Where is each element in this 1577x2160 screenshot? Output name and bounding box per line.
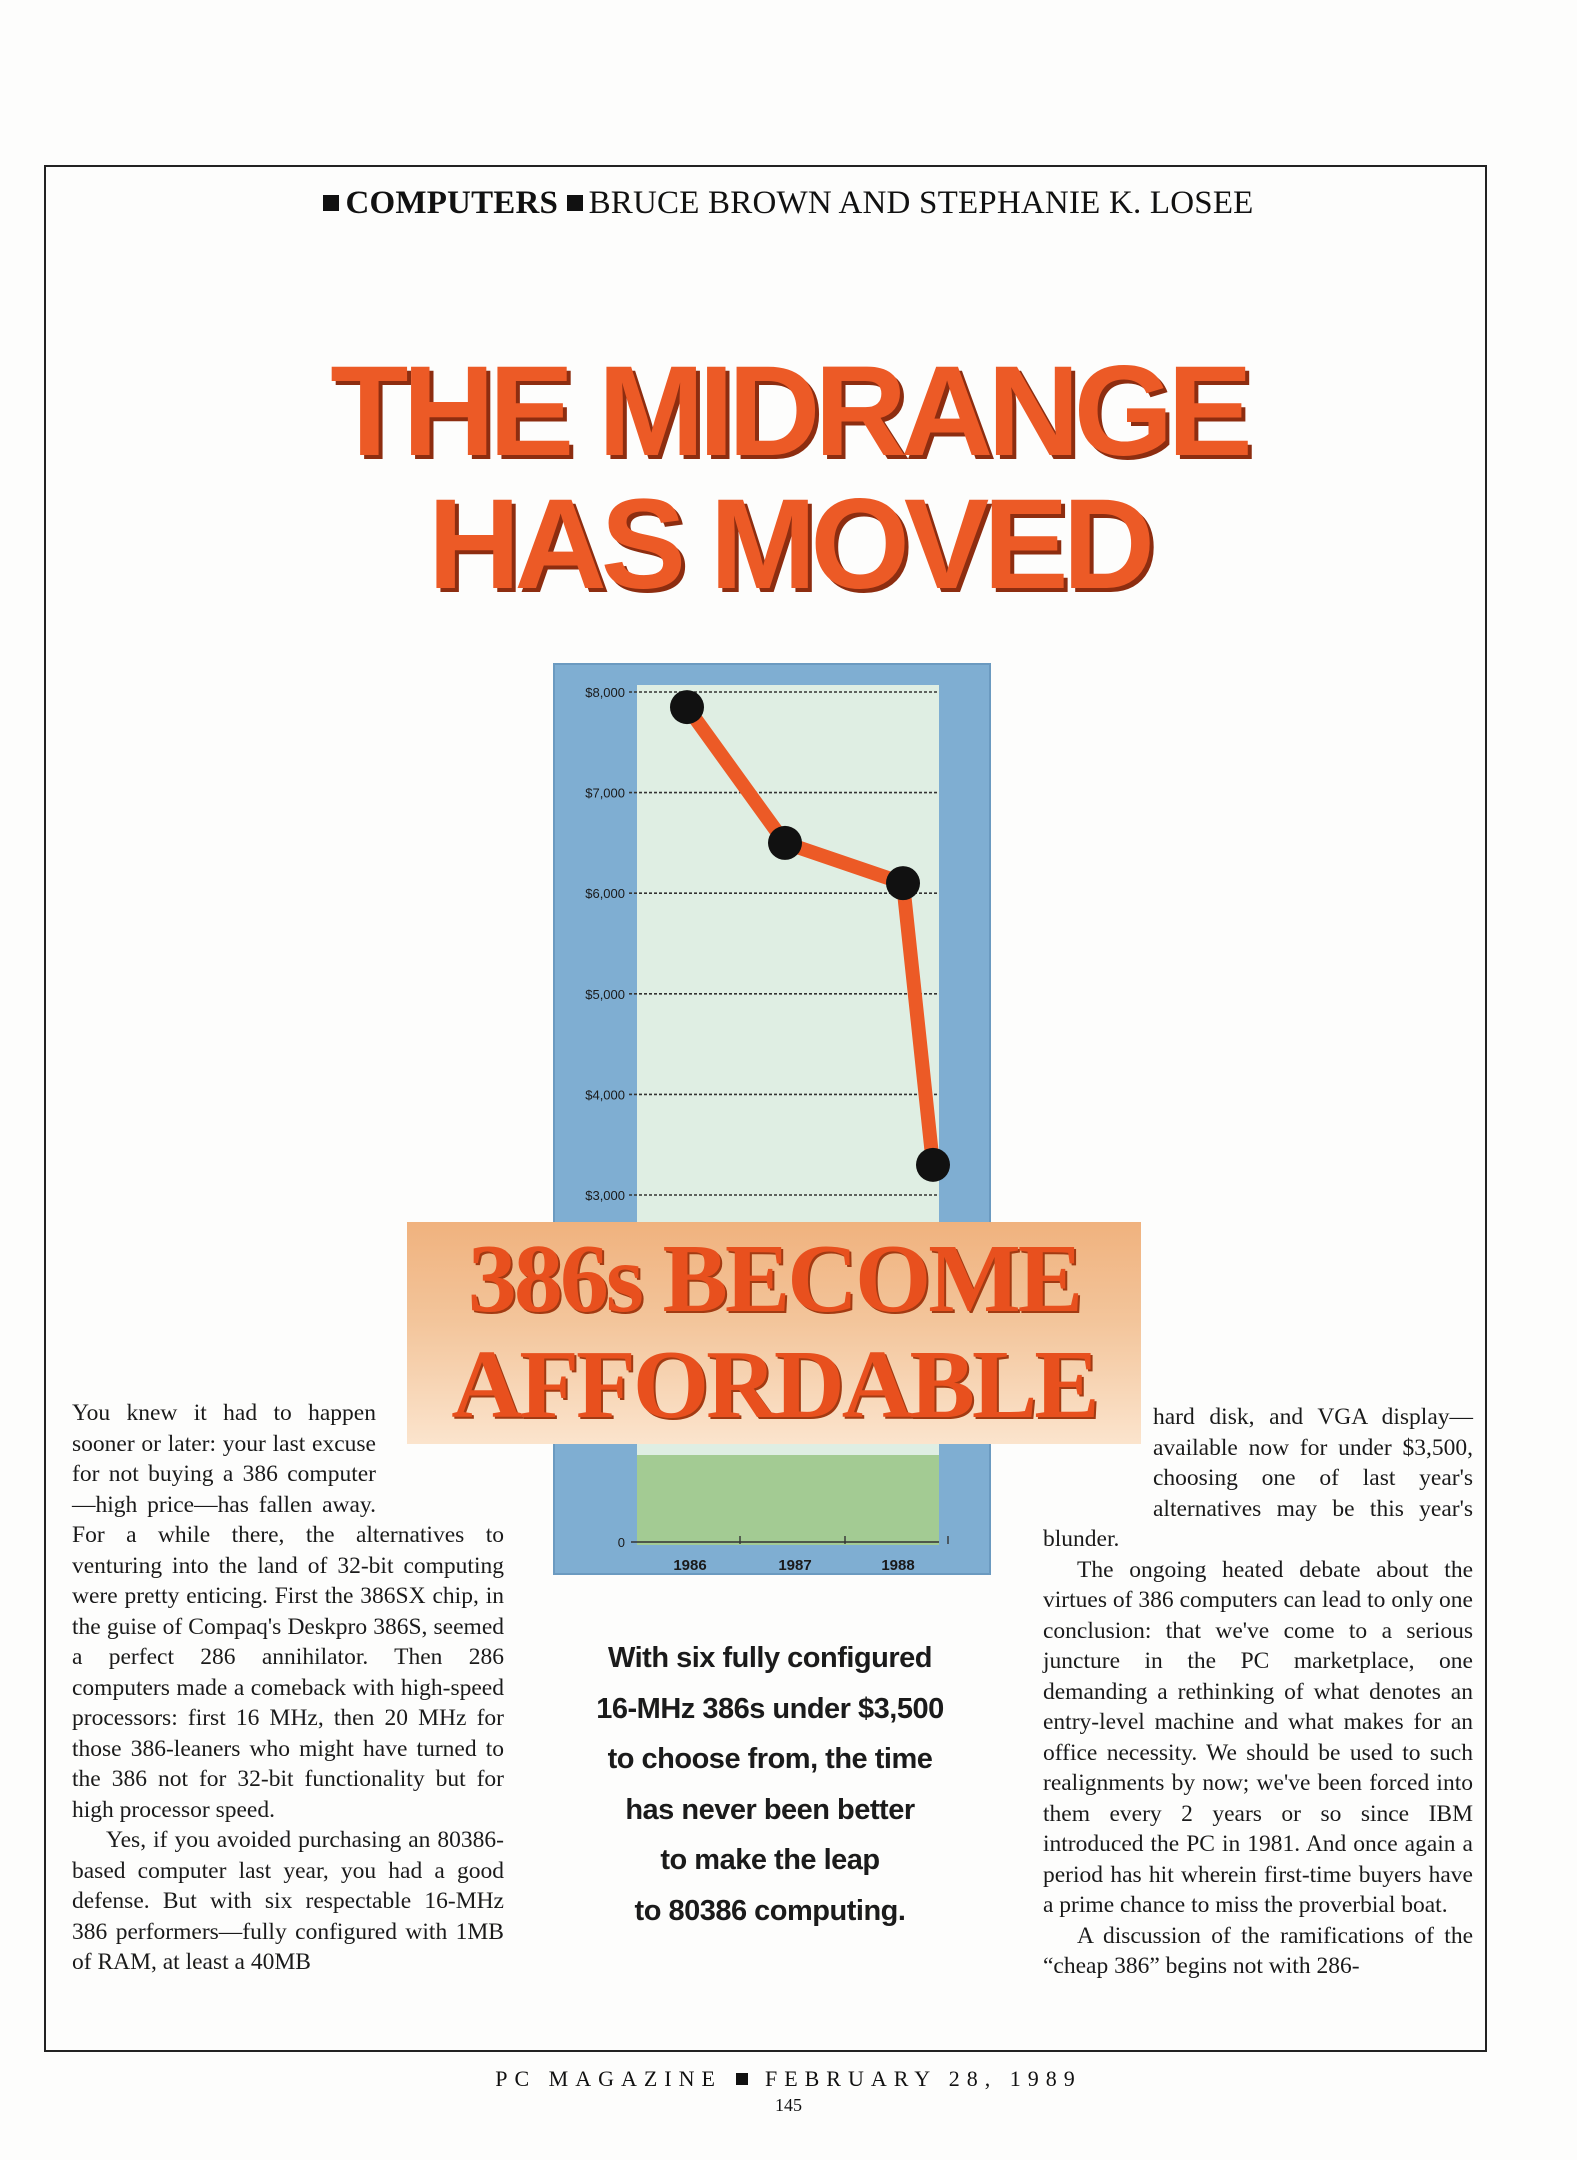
body-paragraph: A discussion of the ramifications of the “cheap 386” begins not with 286- [1043,1922,1473,1979]
bullet-square-icon [323,195,339,211]
x-tick-label: 1986 [673,1557,707,1574]
bullet-square-icon [736,2073,748,2085]
pull-quote-line: to make the leap [660,1844,880,1876]
body-paragraph: Yes, if you avoided purchasing an 80386-based computer last year, you had a good defense. But with six respectable 16-MHz 386 performers—fully configured with 1MB of RAM, at least a 40MB [72,1827,504,1975]
subhead-line-2: AFFORDABLE [451,1331,1097,1439]
pull-quote-line: 16-MHz 386s under $3,500 [596,1692,944,1725]
data-point [916,1148,950,1182]
publication-name: PC MAGAZINE [495,2066,722,2091]
bullet-square-icon [567,195,583,211]
pull-quote [560,1633,980,1936]
subhead-banner [407,1222,1141,1444]
headline [0,340,1577,616]
y-tick-label: $5,000 [585,986,625,1002]
data-point [768,826,802,860]
x-tick-label: 1987 [778,1557,812,1574]
plot-band [637,1455,939,1545]
section-label: COMPUTERS [345,185,559,221]
y-tick-label: $8,000 [585,685,625,700]
pull-quote-line: to choose from, the time [607,1743,933,1775]
text-wrap-spacer [1043,1402,1153,1494]
issue-date: FEBRUARY 28, 1989 [764,2066,1082,2091]
body-column-right [1043,1402,1473,1982]
x-tick-label: 1988 [881,1557,915,1574]
y-tick-label: $7,000 [585,785,625,801]
body-paragraph: hard disk, and VGA display—available now for under $3,500, choosing one of last year's alternatives may be this year's blunder. [1043,1404,1473,1552]
body-column-left [72,1398,504,1978]
y-tick-label: $4,000 [585,1087,625,1103]
y-tick-label: $3,000 [585,1188,625,1203]
headline-line-2: HAS MOVED [427,473,1150,616]
page-footer [0,2066,1577,2092]
pull-quote-line: has never been better [625,1793,915,1826]
article-kicker [0,185,1577,222]
data-point [886,866,920,900]
body-paragraph: You knew it had to happen sooner or later: your last excuse for not buying a 386 computer—high price—has fallen away. For a while there, the alternatives to venturing into the land of 32-bit computing were pretty enticing. First the 386SX chip, in the guise of Compaq's Deskpro 386S, seemed a perfect 286 annihilator. Then 286 computers made a comeback with high-speed processors: first 16 MHz, then 20 MHz for those 386-leaners who might have turned to the 386 not for 32-bit functionality but for high processor speed. [72,1400,504,1823]
body-paragraph: The ongoing heated debate about the virtues of 386 computers can lead to only one conclusion: that we've come to a serious juncture in the PC marketplace, one demanding a rethinking of what denotes an entry-level machine and what makes for an office necessity. We should be used to such realignments by now; we've been forced into them every 2 years or so since IBM introduced the PC in 1981. And once again a period has hit wherein first-time buyers have a prime chance to miss the proverbial boat. [1043,1556,1473,1918]
text-wrap-spacer [376,1398,504,1508]
byline: BRUCE BROWN AND STEPHANIE K. LOSEE [588,185,1254,221]
headline-line-1: THE MIDRANGE [330,340,1247,483]
page-number: 145 [775,2095,802,2115]
subhead-line-1: 386s BECOME [467,1225,1081,1333]
pull-quote-line: With six fully configured [608,1642,932,1674]
y-tick-label: $6,000 [585,886,625,902]
pull-quote-line: to 80386 computing. [634,1894,906,1927]
y-tick-label: 0 [617,1535,625,1550]
data-point [670,690,704,724]
